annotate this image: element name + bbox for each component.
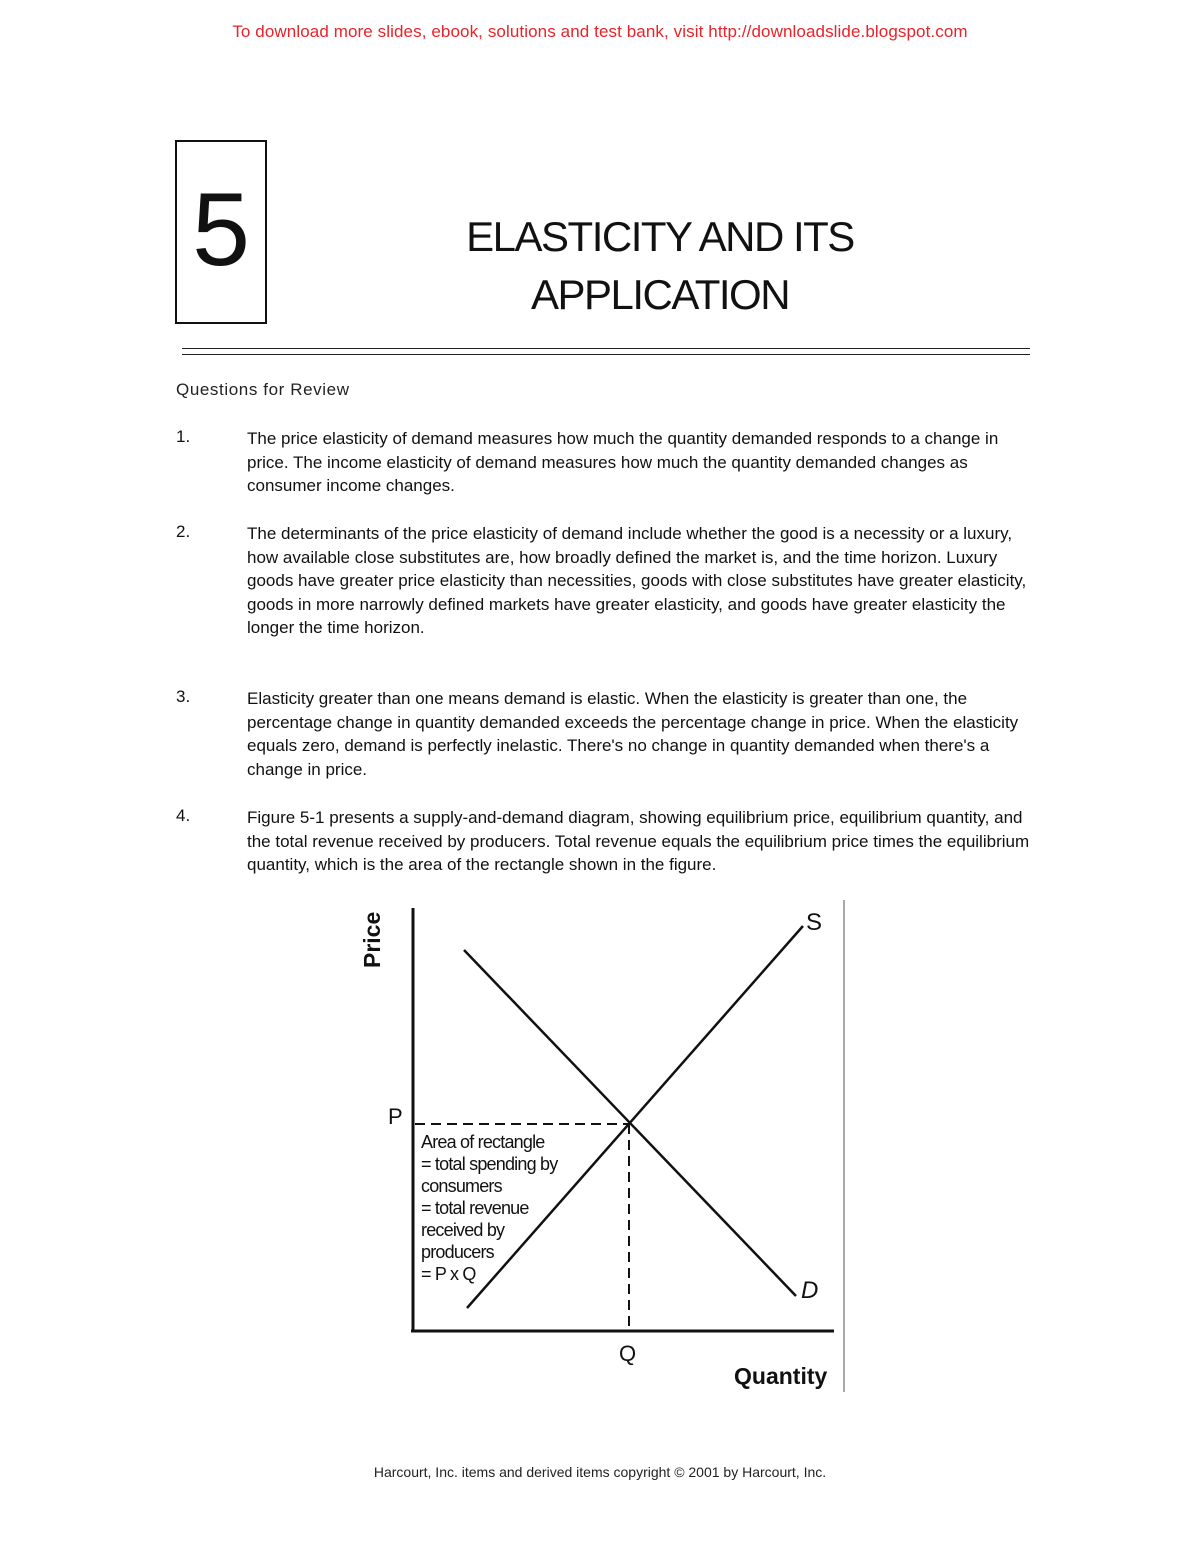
title-divider-bottom [182,354,1030,355]
y-axis-label: Price [359,911,385,968]
section-heading: Questions for Review [176,380,350,399]
question-number: 3. [176,687,191,706]
supply-label: S [806,909,823,936]
demand-label: D [801,1277,819,1304]
question-text: Elasticity greater than one means demand is elastic. When the elasticity is greater than one, the percentage change in quantity demanded exceeds the percentage change in price. When the elasticity equals zero, demand is perfectly inelastic. There's no change in quantity demanded when there's a change in price. [247,689,1019,779]
quantity-label: Q [619,1341,637,1366]
x-axis-label: Quantity [734,1363,828,1389]
annotation-line: producers [421,1242,494,1262]
question-number: 4. [176,806,191,825]
chapter-title-line2: APPLICATION [530,271,790,318]
chapter-number: 5 [192,172,250,288]
question-text: The price elasticity of demand measures how much the quantity demanded responds to a change in price. The income elasticity of demand measures how much the quantity demanded changes as consumer income changes. [247,429,999,496]
title-divider-top [182,348,1030,349]
annotation-line: consumers [421,1176,502,1196]
chapter-title-line1: ELASTICITY AND ITS [466,213,854,260]
question-number: 1. [176,427,191,446]
annotation-line: received by [421,1220,505,1240]
supply-demand-figure [340,896,860,1396]
question-number: 2. [176,522,191,541]
question-text: The determinants of the price elasticity of demand include whether the good is a necessity or a luxury, how available close substitutes are, how broadly defined the market is, and the time horizon. Luxury goods have greater price elasticity than necessities, goods with close substitutes have greater elasticity, goods in more narrowly defined markets have greater elasticity, and goods have greater elasticity the longer the time horizon. [247,524,1027,638]
price-label: P [388,1104,403,1129]
download-banner: To download more slides, ebook, solutions and test bank, visit http://downloadslide.blogspot.com [232,22,968,41]
annotation-line: = total revenue [421,1198,529,1218]
annotation-line: Area of rectangle [421,1132,545,1152]
chapter-number-box [175,140,267,324]
copyright-footer: Harcourt, Inc. items and derived items copyright © 2001 by Harcourt, Inc. [373,1464,827,1480]
question-text: Figure 5-1 presents a supply-and-demand diagram, showing equilibrium price, equilibrium quantity, and the total revenue received by producers. Total revenue equals the equilibrium price times the equilibrium quantity, which is the area of the rectangle shown in the figure. [247,808,1030,875]
annotation-line: = P x Q [421,1264,476,1284]
annotation-line: = total spending by [421,1154,558,1174]
